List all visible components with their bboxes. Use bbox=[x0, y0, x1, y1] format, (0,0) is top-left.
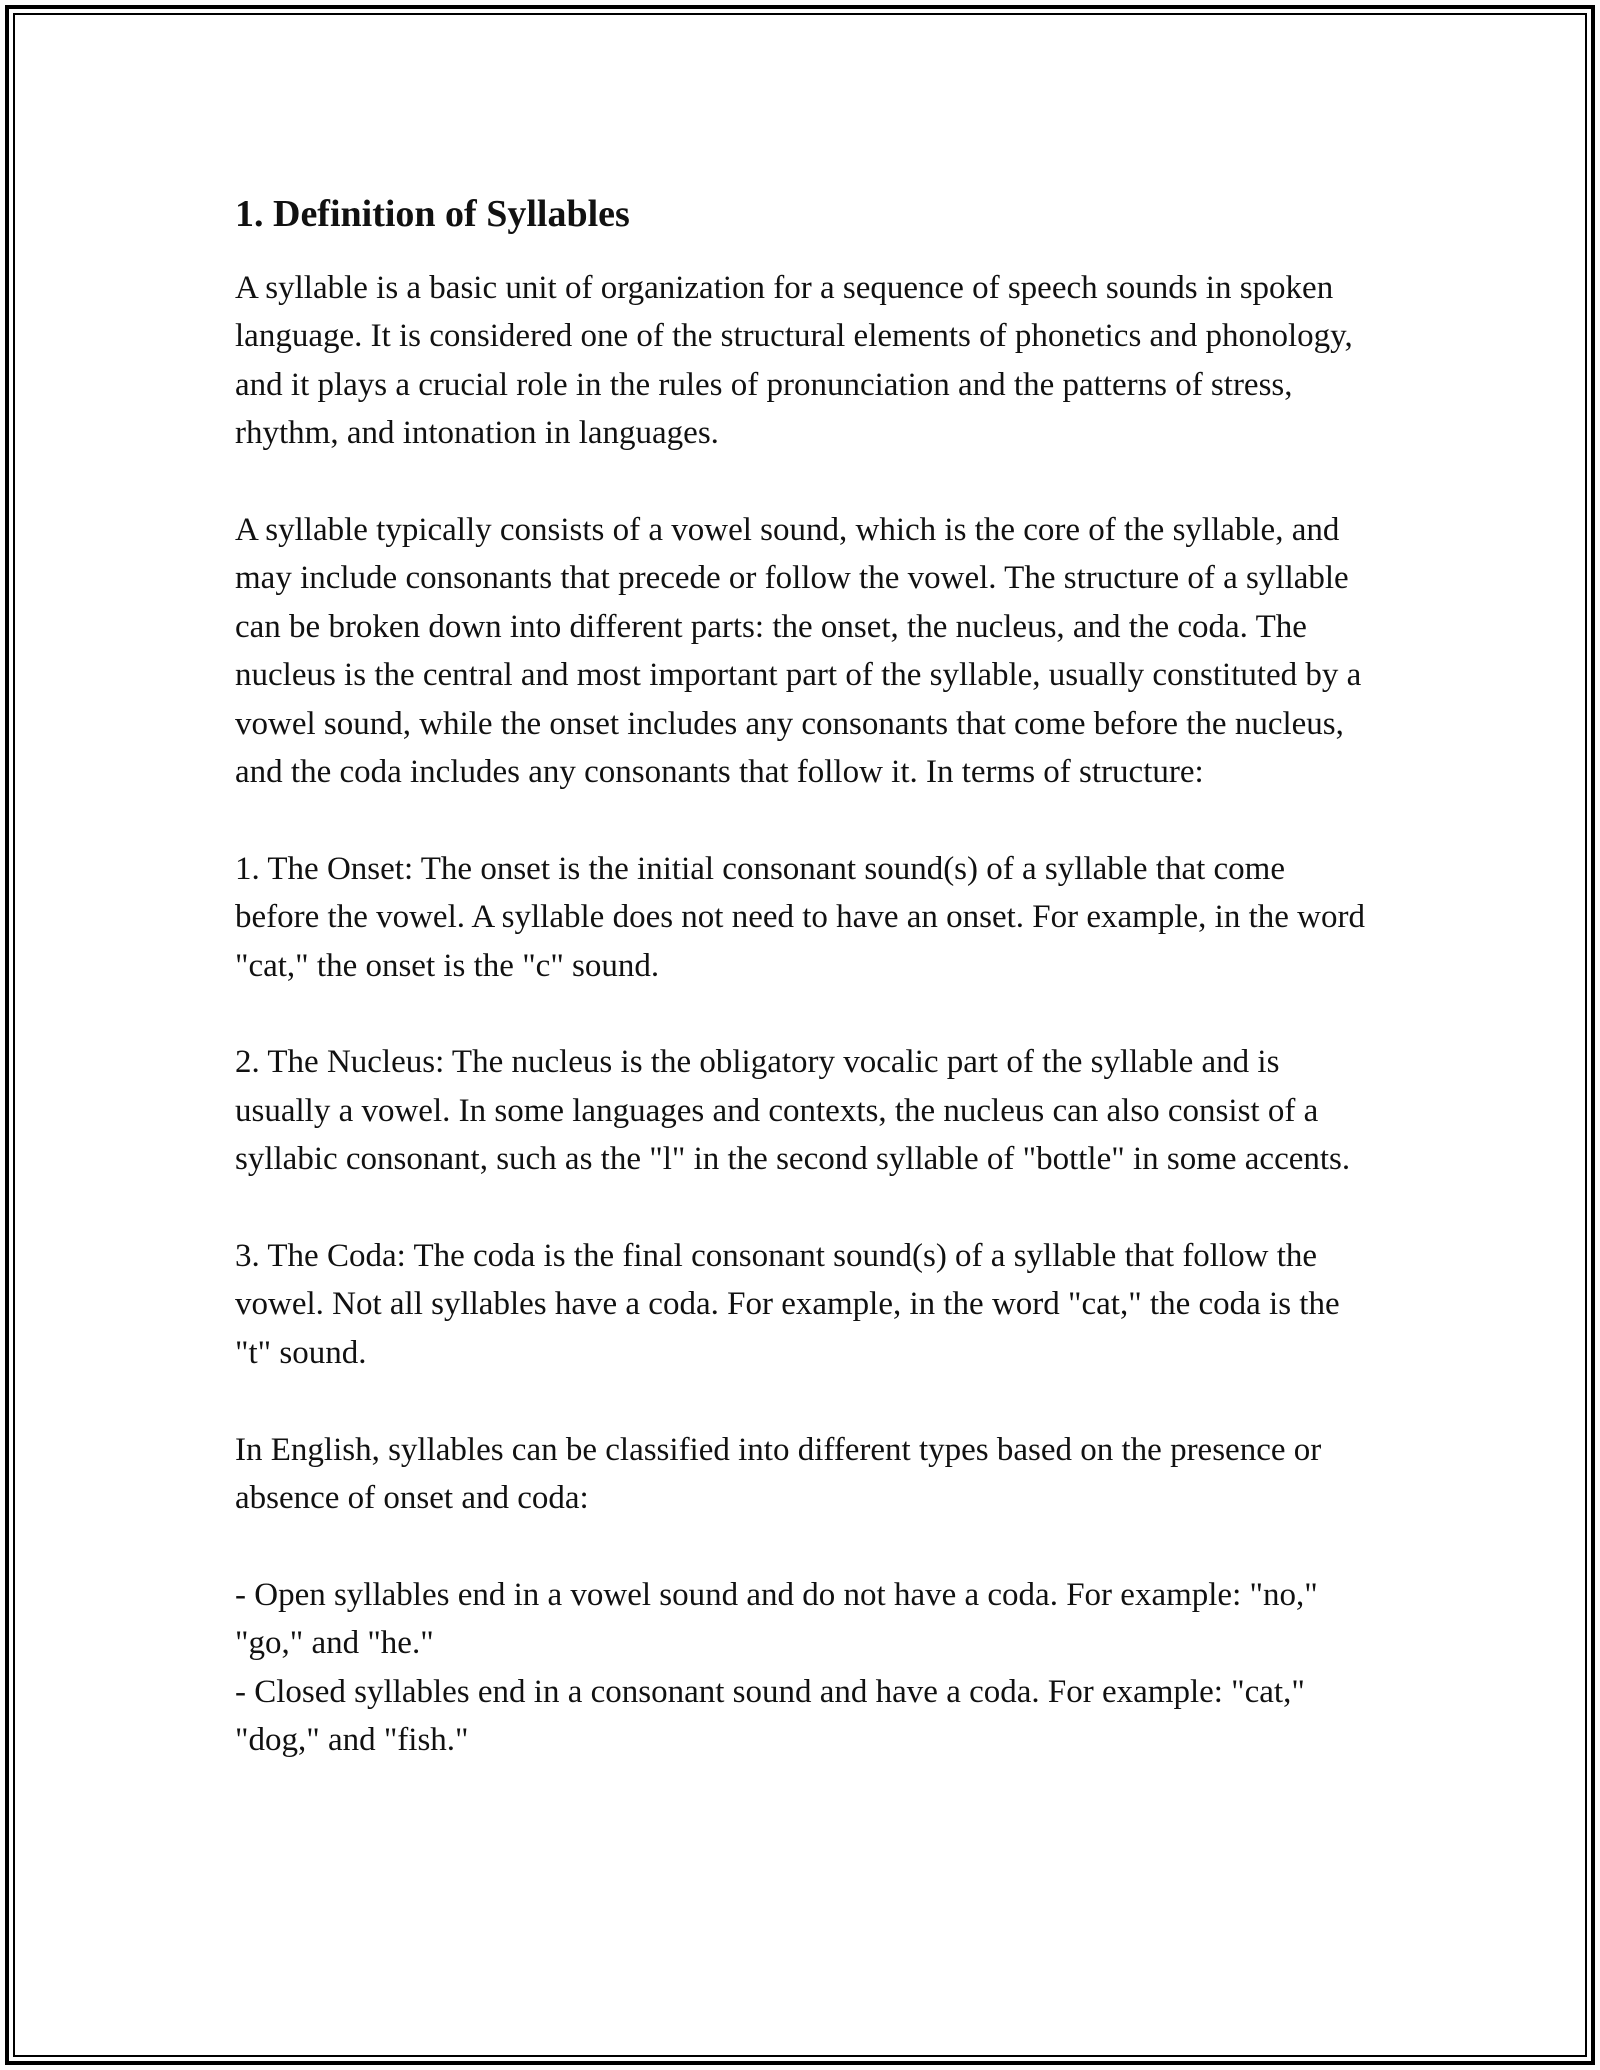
paragraph-onset: 1. The Onset: The onset is the initial consonant sound(s) of a syllable that come before the vowel. A syllable does not need to have an onset. For example, in the word "cat," the onset is the "c" sound. bbox=[235, 850, 1365, 984]
document-body bbox=[235, 190, 1375, 1765]
paragraph-classification: In English, syllables can be classified into different types based on the presence or absence of onset and coda: bbox=[235, 1431, 1322, 1517]
paragraph-coda: 3. The Coda: The coda is the final consonant sound(s) of a syllable that follow the vowel. Not all syllables have a coda. For example, in the word "cat," the coda is the "t" sound. bbox=[235, 1238, 1340, 1371]
list-item-closed-syllables: - Closed syllables end in a consonant sound and have a coda. For example: "cat," "dog," and "fish." bbox=[235, 1673, 1305, 1759]
paragraph-structure: A syllable typically consists of a vowel sound, which is the core of the syllable, and may include consonants that precede or follow the vowel. The structure of a syllable can be broken down into different parts: the onset, the nucleus, and the coda. The nucleus is the central and most important part of the syllable, usually constituted by a vowel sound, while the onset includes any consonants that come before the nucleus, and the coda includes any consonants that follow it. In terms of structure: bbox=[235, 512, 1362, 791]
section-title: 1. Definition of Syllables bbox=[235, 193, 630, 235]
paragraph-nucleus: 2. The Nucleus: The nucleus is the obligatory vocalic part of the syllable and is usually a vowel. In some languages and contexts, the nucleus can also consist of a syllabic consonant, such as the "l" in the second syllable of "bottle" in some accents. bbox=[235, 1044, 1351, 1178]
list-item-open-syllables: - Open syllables end in a vowel sound and do not have a coda. For example: "no," "go," and "he." bbox=[235, 1576, 1318, 1662]
paragraph-definition: A syllable is a basic unit of organization for a sequence of speech sounds in spoken language. It is considered one of the structural elements of phonetics and phonology, and it plays a crucial role in the rules of pronunciation and the patterns of stress, rhythm, and intonation in languages. bbox=[235, 270, 1353, 452]
